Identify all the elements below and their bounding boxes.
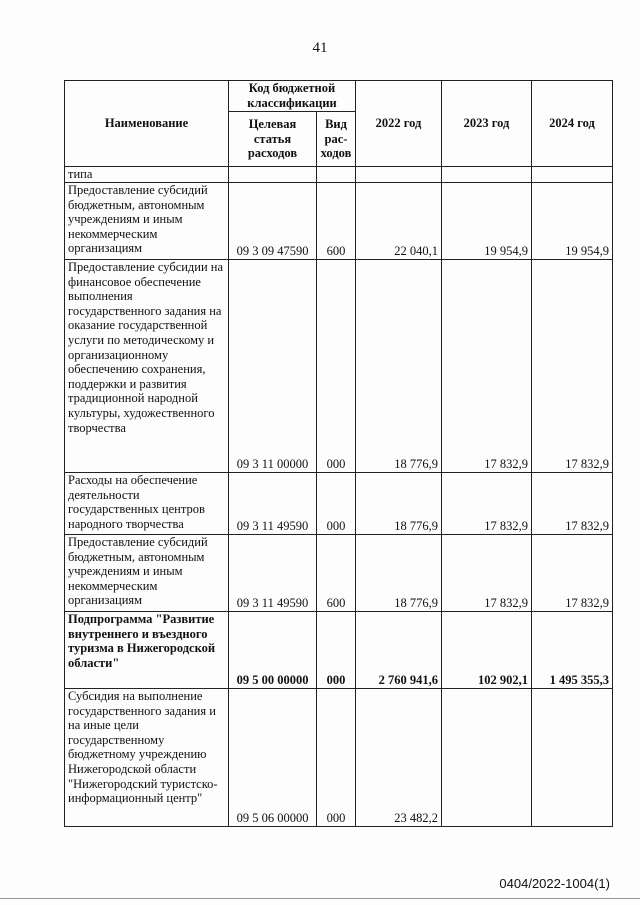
row-2023: 102 902,1	[442, 612, 532, 689]
table-row	[65, 260, 613, 473]
row-name: Субсидия на выполнение государственного задания и на иные цели государственному бюджетному учреждению Нижегородской области "Нижегородский туристско-информационный центр"	[65, 689, 229, 827]
row-2024: 17 832,9	[532, 260, 613, 473]
row-code: 09 3 11 49590	[229, 473, 317, 535]
row-2022: 2 760 941,6	[356, 612, 442, 689]
header-2024: 2024 год	[532, 81, 613, 167]
row-2023	[442, 689, 532, 827]
row-2022: 18 776,9	[356, 535, 442, 612]
row-2022	[356, 167, 442, 183]
row-code: 09 3 11 49590	[229, 535, 317, 612]
row-2023	[442, 167, 532, 183]
row-name: Расходы на обеспечение деятельности государственных центров народного творчества	[65, 473, 229, 535]
row-name: Подпрограмма "Развитие внутреннего и въездного туризма в Нижегородской области"	[65, 612, 229, 689]
row-2022: 23 482,2	[356, 689, 442, 827]
row-kind: 000	[317, 260, 356, 473]
budget-table	[64, 80, 613, 827]
row-name: типа	[65, 167, 229, 183]
page-number: 41	[312, 40, 328, 56]
table-row	[65, 183, 613, 260]
row-code: 09 5 06 00000	[229, 689, 317, 827]
row-2024: 1 495 355,3	[532, 612, 613, 689]
row-2024: 17 832,9	[532, 473, 613, 535]
row-name: Предоставление субсидии на финансовое обеспечение выполнения государственного задания на оказание государственной услуги по методическому и организационному обеспечению сохранения, поддержки и развития традиционной народной культуры, художественного творчества	[65, 260, 229, 473]
row-kind: 600	[317, 183, 356, 260]
row-2024: 17 832,9	[532, 535, 613, 612]
row-kind: 000	[317, 473, 356, 535]
table-row	[65, 473, 613, 535]
row-code	[229, 167, 317, 183]
row-code: 09 3 09 47590	[229, 183, 317, 260]
row-2023: 17 832,9	[442, 535, 532, 612]
row-2024	[532, 167, 613, 183]
table-row	[65, 535, 613, 612]
header-2022: 2022 год	[356, 81, 442, 167]
row-2022: 18 776,9	[356, 260, 442, 473]
row-2024: 19 954,9	[532, 183, 613, 260]
row-2022: 18 776,9	[356, 473, 442, 535]
header-code-group: Код бюджетной классификации	[229, 81, 356, 112]
row-name: Предоставление субсидий бюджетным, автономным учреждениям и иным некоммерческим организациям	[65, 535, 229, 612]
row-code: 09 3 11 00000	[229, 260, 317, 473]
row-code: 09 5 00 00000	[229, 612, 317, 689]
table-row	[65, 612, 613, 689]
row-2023: 17 832,9	[442, 260, 532, 473]
row-name: Предоставление субсидий бюджетным, автономным учреждениям и иным некоммерческим организациям	[65, 183, 229, 260]
row-kind: 000	[317, 689, 356, 827]
header-target-item: Целевая статья расходов	[229, 112, 317, 167]
row-2023: 17 832,9	[442, 473, 532, 535]
table-row	[65, 689, 613, 827]
header-name: Наименование	[65, 81, 229, 167]
table-row	[65, 167, 613, 183]
header-2023: 2023 год	[442, 81, 532, 167]
row-kind: 000	[317, 612, 356, 689]
row-2023: 19 954,9	[442, 183, 532, 260]
scan-edge-line	[0, 898, 640, 899]
row-kind: 600	[317, 535, 356, 612]
row-2024	[532, 689, 613, 827]
row-2022: 22 040,1	[356, 183, 442, 260]
row-kind	[317, 167, 356, 183]
document-code: 0404/2022-1004(1)	[499, 876, 610, 891]
header-expense-type: Вид рас- ходов	[317, 112, 356, 167]
